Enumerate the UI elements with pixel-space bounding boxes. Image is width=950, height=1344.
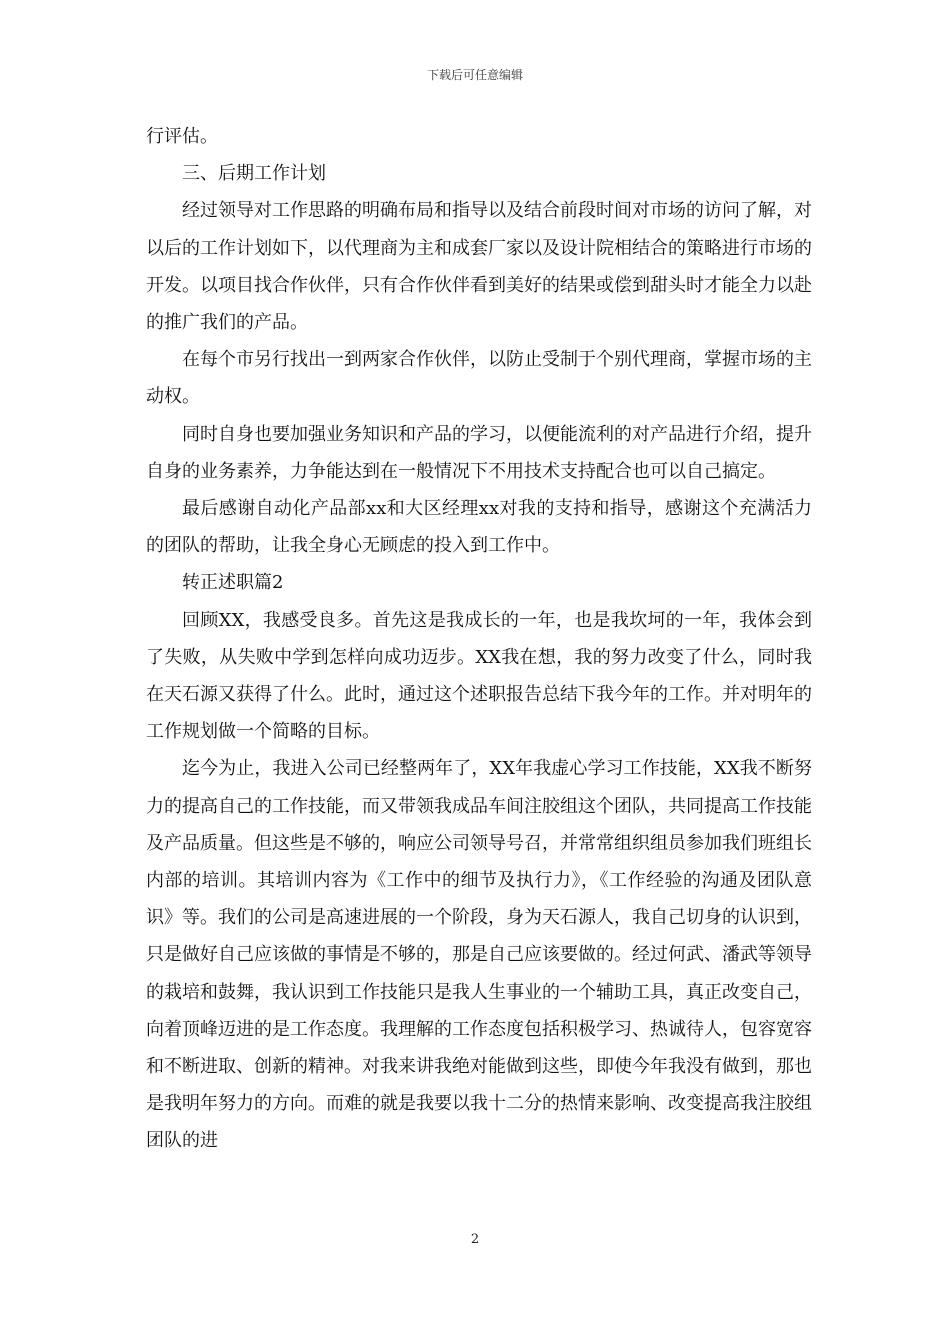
page-header: 下载后可任意编辑 <box>426 68 523 82</box>
paragraph: 在每个市另行找出一到两家合作伙伴，以防止受制于个别代理商，掌握市场的主动权。 <box>146 349 812 408</box>
section-heading: 转正述职篇2 <box>182 572 284 594</box>
paragraph: 行评估。 <box>146 126 218 147</box>
section-heading: 三、后期工作计划 <box>182 163 326 185</box>
paragraph: 同时自身也要加强业务知识和产品的学习，以便能流利的对产品进行介绍，提升自身的业务素养，力争能达到在一般情况下不用技术支持配合也可以自己搞定。 <box>146 423 812 482</box>
paragraph: 经过领导对工作思路的明确布局和指导以及结合前段时间对市场的访问了解，对以后的工作计划如下，以代理商为主和成套厂家以及设计院相结合的策略进行市场的开发。以项目找合作伙伴，只有合作伙伴看到美好的结果或偿到甜头时才能全力以赴的推广我们的产品。 <box>146 200 812 334</box>
paragraph: 迄今为止，我进入公司已经整两年了，XX年我虚心学习工作技能，XX我不断努力的提高自己的工作技能，而又带领我成品车间注胶组这个团队，共同提高工作技能及产品质量。但这些是不够的，响应公司领导号召，并常常组织组员参加我们班组长内部的培训。其培训内容为《工作中的细节及执行力》，《工作经验的沟通及团队意识》等。我们的公司是高速进展的一个阶段，身为天石源人，我自己切身的认识到，只是做好自己应该做的事情是不够的，那是自己应该要做的。经过何武、潘武等领导的栽培和鼓舞，我认识到工作技能只是我人生事业的一个辅助工具，真正改变自己，向着顶峰迈进的是工作态度。我理解的工作态度包括积极学习、热诚待人，包容宽容和不断进取、创新的精神。对我来讲我绝对能做到这些，即使今年我没有做到，那也是我明年努力的方向。而难的就是我要以我十二分的热情来影响、改变提高我注胶组团队的进 <box>146 758 812 1152</box>
page-number: 2 <box>470 1232 480 1247</box>
paragraph: 最后感谢自动化产品部xx和大区经理xx对我的支持和指导，感谢这个充满活力的团队的帮助，让我全身心无顾虑的投入到工作中。 <box>146 498 812 557</box>
document-body <box>146 118 812 1160</box>
paragraph: 回顾XX，我感受良多。首先这是我成长的一年，也是我坎坷的一年，我体会到了失败，从失败中学到怎样向成功迈步。XX我在想，我的努力改变了什么，同时我在天石源又获得了什么。此时，通过这个述职报告总结下我今年的工作。并对明年的工作规划做一个简略的目标。 <box>146 609 812 743</box>
